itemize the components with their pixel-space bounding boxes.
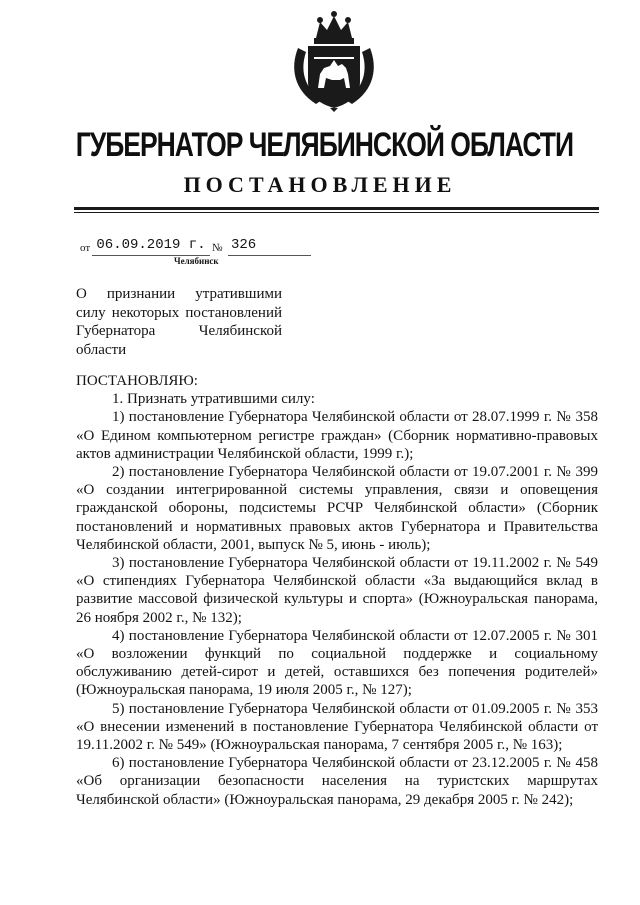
subject-line: Губернатора Челябинской: [76, 323, 282, 339]
document-subject: [76, 285, 282, 359]
subject-line: силу некоторых постановлений: [76, 304, 282, 321]
decree-heading: ПОСТАНОВЛЯЮ:: [76, 373, 198, 389]
clause-subitem: 3) постановление Губернатора Челябинской области от 19.11.2002 г. № 549 «О стипендиях Губернатора Челябинской области «За выдающийся вклад в развитие массовой физической культуры и спорта» (Южноуральская панорама, 26 ноября 2002 г., № 132);: [76, 555, 598, 626]
date-prefix: от: [80, 242, 91, 254]
document-body: [76, 372, 598, 809]
document-number: 326: [228, 237, 311, 256]
subject-line: области: [76, 341, 127, 358]
document-type: ПОСТАНОВЛЕНИЕ: [183, 172, 457, 197]
number-prefix: №: [212, 242, 223, 254]
issuing-authority: ГУБЕРНАТОР ЧЕЛЯБИНСКОЙ ОБЛАСТИ: [75, 126, 574, 164]
clause-item: 1. Признать утратившими силу:: [112, 391, 315, 408]
header-rule-thick: [74, 207, 599, 210]
clause-subitem: 2) постановление Губернатора Челябинской области от 19.07.2001 г. № 399 «О создании интегрированной системы управления, связи и оповещения гражданской обороны, подсистемы РСЧР Челябинской области» (Сборник постановлений и нормативных правовых актов Губернатора и Правительства Челябинской области, 2001, выпуск № 5, июнь - июль);: [76, 464, 598, 553]
clause-subitem: 4) постановление Губернатора Челябинской области от 12.07.2005 г. № 301 «О возложении функций по социальной поддержке и социальному обслуживанию детей-сирот и детей, оставшихся без попечения родителей» (Южноуральская панорама, 19 июля 2005 г., № 127);: [76, 627, 598, 699]
header-rule-thin: [74, 212, 599, 213]
clause-subitem: 6) постановление Губернатора Челябинской области от 23.12.2005 г. № 458 «Об организации безопасности населения на туристских маршрутах Челябинской области» (Южноуральская панорама, 29 декабря 2005 г. № 242);: [76, 755, 598, 808]
coat-of-arms-graphic: [286, 8, 382, 112]
clause-subitem: 5) постановление Губернатора Челябинской области от 01.09.2005 г. № 353 «О внесении изменений в постановление Губернатора Челябинской области от 19.11.2002 г. № 549» (Южноуральская панорама, 7 сентября 2005 г., № 163);: [76, 700, 598, 754]
document-date: 06.09.2019 г.: [92, 237, 210, 256]
coat-of-arms-icon: [286, 8, 382, 112]
issue-city: Челябинск: [174, 256, 219, 266]
clause-subitem: 1) постановление Губернатора Челябинской области от 28.07.1999 г. № 358 «О Едином компьютерном регистре граждан» (Сборник нормативно-правовых актов администрации Челябинской области, 1999 г.);: [76, 409, 598, 462]
subject-line: О признании утратившими: [76, 286, 282, 302]
